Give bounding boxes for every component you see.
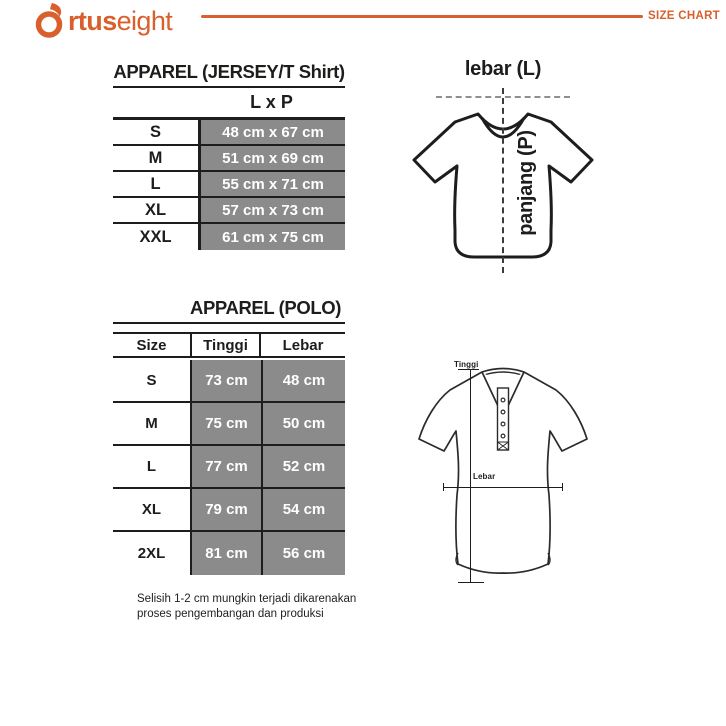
polo-size-cell: XL: [113, 489, 190, 532]
polo-size-cell: 2XL: [113, 532, 190, 575]
tshirt-length-label: panjang (P): [515, 130, 537, 236]
polo-col-lebar: Lebar: [282, 336, 324, 354]
jersey-table-grid: [113, 117, 345, 250]
header-divider-line: [201, 15, 643, 18]
brand-name-light: eight: [116, 6, 173, 36]
jersey-size-cell: M: [113, 146, 198, 172]
polo-height-top-tick: [458, 369, 479, 370]
polo-lebar-cell: 48 cm: [261, 360, 345, 403]
polo-table-title: APPAREL (POLO): [113, 297, 345, 324]
tshirt-diagram: [408, 58, 598, 273]
footnote-line-2: proses pengembangan dan produksi: [137, 607, 324, 620]
polo-tinggi-cell: 77 cm: [190, 446, 261, 489]
polo-height-label: Tinggi: [454, 360, 479, 369]
polo-lebar-cell: 54 cm: [261, 489, 345, 532]
polo-width-measure-line: [443, 487, 563, 488]
polo-height-bottom-tick: [458, 582, 484, 583]
polo-size-table: [113, 297, 345, 575]
jersey-size-cell: L: [113, 172, 198, 198]
footnote-line-1: Selisih 1-2 cm mungkin terjadi dikarenakan: [137, 593, 357, 605]
jersey-value-cell: 55 cm x 71 cm: [198, 172, 345, 198]
polo-lebar-cell: 50 cm: [261, 403, 345, 446]
polo-width-left-tick: [443, 483, 444, 491]
polo-size-cell: L: [113, 446, 190, 489]
polo-size-cell: S: [113, 360, 190, 403]
jersey-value-cell: 48 cm x 67 cm: [198, 120, 345, 146]
polo-tinggi-cell: 75 cm: [190, 403, 261, 446]
jersey-value-cell: 61 cm x 75 cm: [198, 224, 345, 250]
polo-size-cell: M: [113, 403, 190, 446]
polo-height-measure-line: [470, 369, 471, 583]
polo-tinggi-cell: 79 cm: [190, 489, 261, 532]
polo-tinggi-cell: 73 cm: [190, 360, 261, 403]
brand-logo: [33, 3, 172, 39]
size-chart-label: SIZE CHART: [648, 10, 720, 22]
polo-outline-icon: [408, 360, 598, 588]
length-measure-dashed-line: [502, 88, 504, 273]
polo-table-grid: [113, 360, 345, 575]
polo-col-tinggi: Tinggi: [190, 334, 261, 356]
jersey-table-header: L x P: [250, 92, 293, 112]
jersey-value-cell: 57 cm x 73 cm: [198, 198, 345, 224]
tshirt-width-label: lebar (L): [464, 58, 542, 80]
tolerance-footnote: [137, 592, 356, 622]
polo-col-size: Size: [136, 336, 167, 354]
brand-name: [68, 5, 172, 37]
jersey-size-table: [113, 61, 345, 250]
brand-name-bold: rtus: [68, 6, 117, 36]
jersey-value-cell: 51 cm x 69 cm: [198, 146, 345, 172]
polo-shirt-diagram: [408, 360, 598, 590]
polo-table-header-row: [113, 332, 345, 358]
polo-width-label: Lebar: [473, 472, 496, 481]
polo-tinggi-cell: 81 cm: [190, 532, 261, 575]
jersey-size-cell: XXL: [113, 224, 198, 250]
polo-width-right-tick: [562, 483, 563, 491]
flame-o-icon: [33, 3, 67, 39]
jersey-size-cell: S: [113, 120, 198, 146]
polo-lebar-cell: 56 cm: [261, 532, 345, 575]
polo-lebar-cell: 52 cm: [261, 446, 345, 489]
jersey-table-title: APPAREL (JERSEY/T Shirt): [113, 61, 345, 88]
jersey-size-cell: XL: [113, 198, 198, 224]
